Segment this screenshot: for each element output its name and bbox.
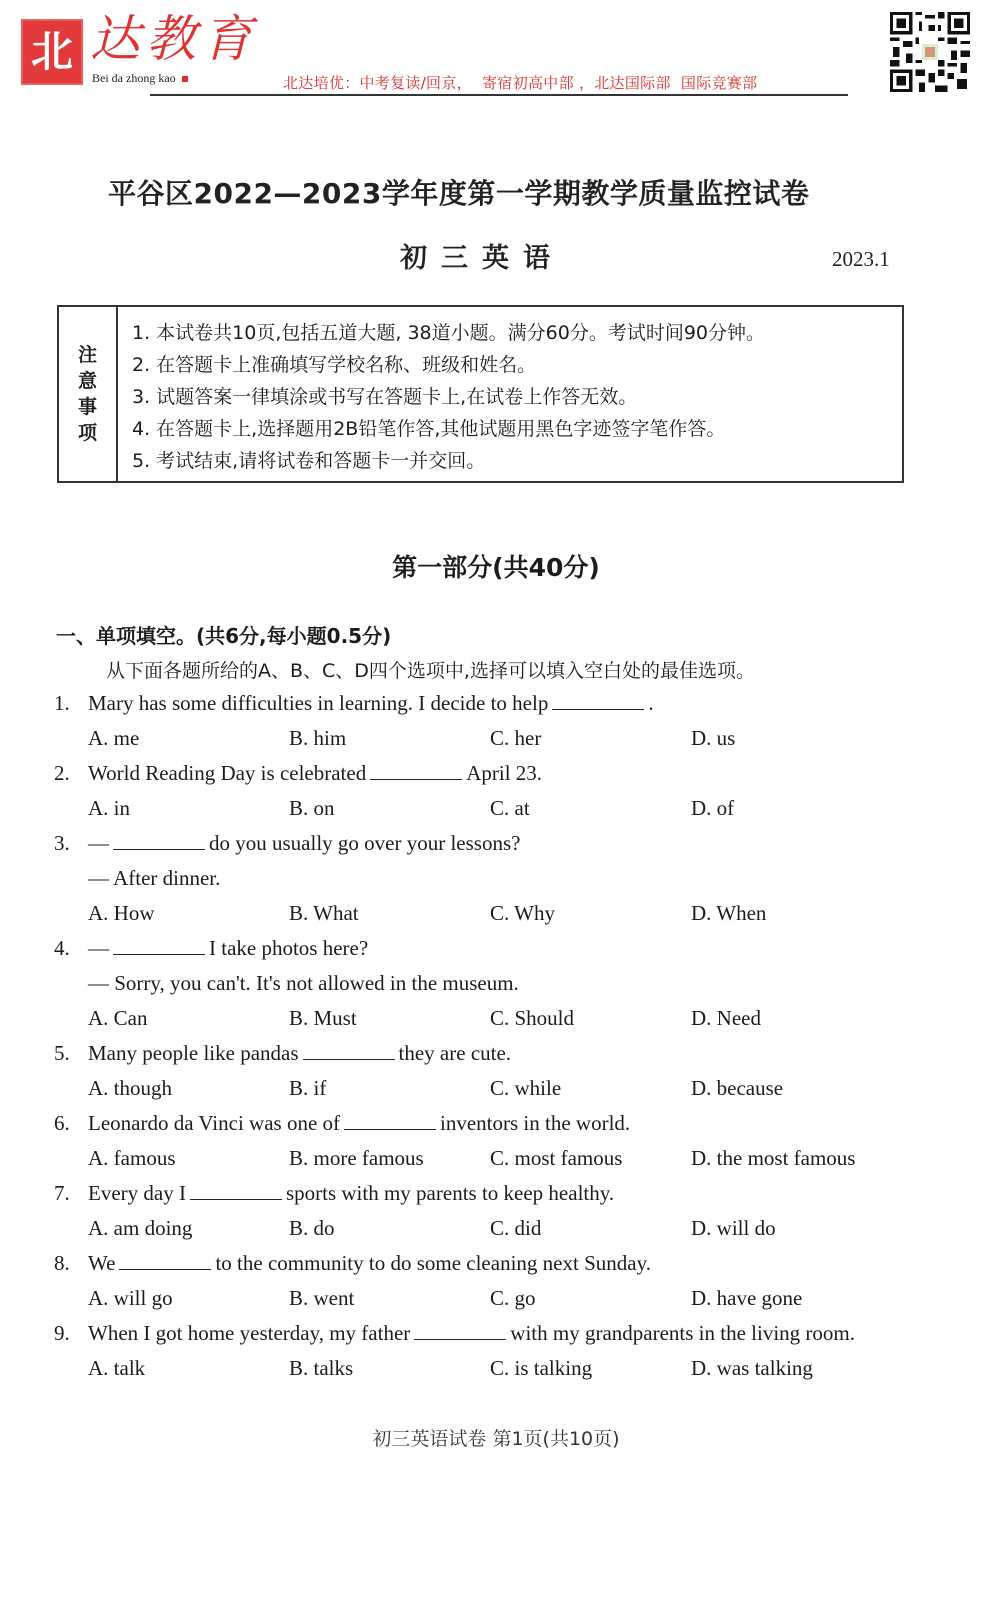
answer-option: B. him — [289, 726, 347, 750]
answer-option: C. her — [490, 726, 542, 750]
notice-label-char: 注 — [77, 344, 97, 366]
notice-item: 5. 考试结束,请将试卷和答题卡一并交回。 — [132, 450, 486, 472]
answer-blank — [113, 936, 205, 955]
question-number: 9. — [54, 1321, 70, 1345]
answer-option: D. When — [691, 901, 767, 925]
question-stem — [54, 1036, 934, 1071]
answer-option: A. though — [88, 1076, 172, 1100]
question-text-before: Mary has some difficulties in learning. I decide to help — [88, 691, 549, 715]
option-row — [54, 1281, 934, 1316]
logo-subtitle — [92, 71, 188, 86]
question-reply: — After dinner. — [88, 866, 221, 890]
answer-blank — [190, 1181, 282, 1200]
answer-option: A. will go — [88, 1286, 173, 1310]
question-text-after: to the community to do some cleaning next Sunday. — [215, 1251, 651, 1275]
option-row — [54, 1211, 934, 1246]
question-text-before: — — [88, 936, 109, 960]
question-number: 1. — [54, 691, 70, 715]
answer-option: C. did — [490, 1216, 542, 1240]
answer-option: D. have gone — [691, 1286, 803, 1310]
answer-option: C. go — [490, 1286, 536, 1310]
answer-blank — [552, 691, 644, 710]
notice-item: 1. 本试卷共10页,包括五道大题, 38道小题。满分60分。考试时间90分钟。 — [132, 322, 765, 344]
notice-label — [59, 307, 118, 481]
answer-option: B. What — [289, 901, 359, 925]
answer-option: D. will do — [691, 1216, 776, 1240]
question-text-after: sports with my parents to keep healthy. — [285, 1181, 615, 1205]
question-text-after: . — [648, 691, 654, 715]
answer-blank — [414, 1321, 506, 1340]
notice-list — [118, 307, 765, 481]
answer-option: D. was talking — [691, 1356, 813, 1380]
notice-item: 2. 在答题卡上准确填写学校名称、班级和姓名。 — [132, 354, 537, 376]
question-number: 3. — [54, 831, 70, 855]
square-icon — [182, 76, 188, 82]
answer-option: D. Need — [691, 1006, 761, 1030]
question-reply: — Sorry, you can't. It's not allowed in the museum. — [88, 971, 519, 995]
notice-label-char: 意 — [77, 370, 97, 392]
question-number: 6. — [54, 1111, 70, 1135]
question-number: 5. — [54, 1041, 70, 1065]
option-row — [54, 1071, 934, 1106]
answer-option: A. in — [88, 796, 130, 820]
section-instruction: 从下面各题所给的A、B、C、D四个选项中,选择可以填入空白处的最佳选项。 — [106, 660, 755, 682]
answer-option: D. the most famous — [691, 1146, 856, 1170]
question-stem — [54, 1106, 934, 1141]
question-text-before: Many people like pandas — [88, 1041, 299, 1065]
option-row — [54, 791, 934, 826]
question-text-after: with my grandparents in the living room. — [510, 1321, 855, 1345]
option-row — [54, 721, 934, 756]
answer-option: C. while — [490, 1076, 562, 1100]
question-text-before: We — [88, 1251, 116, 1275]
answer-option: B. Must — [289, 1006, 357, 1030]
notice-box — [57, 305, 904, 483]
answer-option: D. of — [691, 796, 735, 820]
question-text-before: When I got home yesterday, my father — [88, 1321, 411, 1345]
question-stem — [54, 1316, 934, 1351]
answer-option: B. talks — [289, 1356, 354, 1380]
part-title: 第一部分(共40分) — [392, 553, 600, 582]
question-number: 7. — [54, 1181, 70, 1205]
answer-option: A. Can — [88, 1006, 148, 1030]
answer-option: B. went — [289, 1286, 355, 1310]
notice-item: 3. 试题答案一律填涂或书写在答题卡上,在试卷上作答无效。 — [132, 386, 638, 408]
notice-item: 4. 在答题卡上,选择题用2B铅笔作答,其他试题用黑色字迹签字笔作答。 — [132, 418, 726, 440]
question-stem — [54, 686, 934, 721]
header-slogan: 北达培优：中考复读/回京， 寄宿初高中部 ，北达国际部 国际竞赛部 — [283, 74, 758, 92]
answer-blank — [303, 1041, 395, 1060]
logo-subtitle-text: Bei da zhong kao — [92, 71, 176, 85]
option-row — [54, 1141, 934, 1176]
answer-option: A. famous — [88, 1146, 176, 1170]
answer-option: A. How — [88, 901, 155, 925]
notice-label-char: 项 — [77, 422, 97, 444]
question-text-before: Leonardo da Vinci was one of — [88, 1111, 341, 1135]
question-text-after: I take photos here? — [209, 936, 369, 960]
answer-option: B. if — [289, 1076, 327, 1100]
question-stem — [54, 826, 934, 861]
question-number: 8. — [54, 1251, 70, 1275]
answer-option: D. us — [691, 726, 736, 750]
option-row — [54, 1351, 934, 1386]
option-row — [54, 1001, 934, 1036]
answer-option: A. am doing — [88, 1216, 193, 1240]
answer-option: A. talk — [88, 1356, 146, 1380]
answer-option: B. on — [289, 796, 335, 820]
question-stem — [54, 931, 934, 966]
logo-char: 北 — [30, 27, 73, 76]
question-text-after: inventors in the world. — [440, 1111, 631, 1135]
question-stem — [54, 1246, 934, 1281]
answer-option: D. because — [691, 1076, 784, 1100]
question-text-after: do you usually go over your lessons? — [209, 831, 521, 855]
answer-option: B. more famous — [289, 1146, 424, 1170]
answer-blank — [119, 1251, 211, 1270]
logo-mark — [21, 19, 83, 85]
answer-blank — [344, 1111, 436, 1130]
question-text-before: Every day I — [88, 1181, 186, 1205]
answer-blank — [113, 831, 205, 850]
question-text-before: World Reading Day is celebrated — [88, 761, 367, 785]
question-number: 2. — [54, 761, 70, 785]
answer-option: A. me — [88, 726, 140, 750]
option-row — [54, 896, 934, 931]
question-text-before: — — [88, 831, 109, 855]
qr-code-icon — [890, 12, 970, 92]
page-footer: 初三英语试卷 第1页(共10页) — [372, 1428, 620, 1450]
question-list — [54, 686, 934, 1386]
exam-subject: 初三英语 — [400, 243, 564, 274]
notice-label-char: 事 — [77, 396, 97, 418]
answer-option: C. is talking — [490, 1356, 593, 1380]
question-number: 4. — [54, 936, 70, 960]
section-title: 一、单项填空。(共6分,每小题0.5分) — [56, 624, 392, 648]
logo-text: 达教育 — [90, 10, 258, 68]
answer-blank — [370, 761, 462, 780]
question-stem — [54, 1176, 934, 1211]
answer-option: C. Why — [490, 901, 555, 925]
answer-option: C. at — [490, 796, 530, 820]
question-text-after: they are cute. — [398, 1041, 512, 1065]
header-divider — [150, 94, 848, 96]
question-text-after: April 23. — [466, 761, 543, 785]
exam-date: 2023.1 — [832, 247, 890, 271]
answer-option: B. do — [289, 1216, 335, 1240]
answer-option: C. most famous — [490, 1146, 623, 1170]
question-stem — [54, 756, 934, 791]
exam-title: 平谷区2022—2023学年度第一学期教学质量监控试卷 — [108, 177, 810, 210]
answer-option: C. Should — [490, 1006, 575, 1030]
